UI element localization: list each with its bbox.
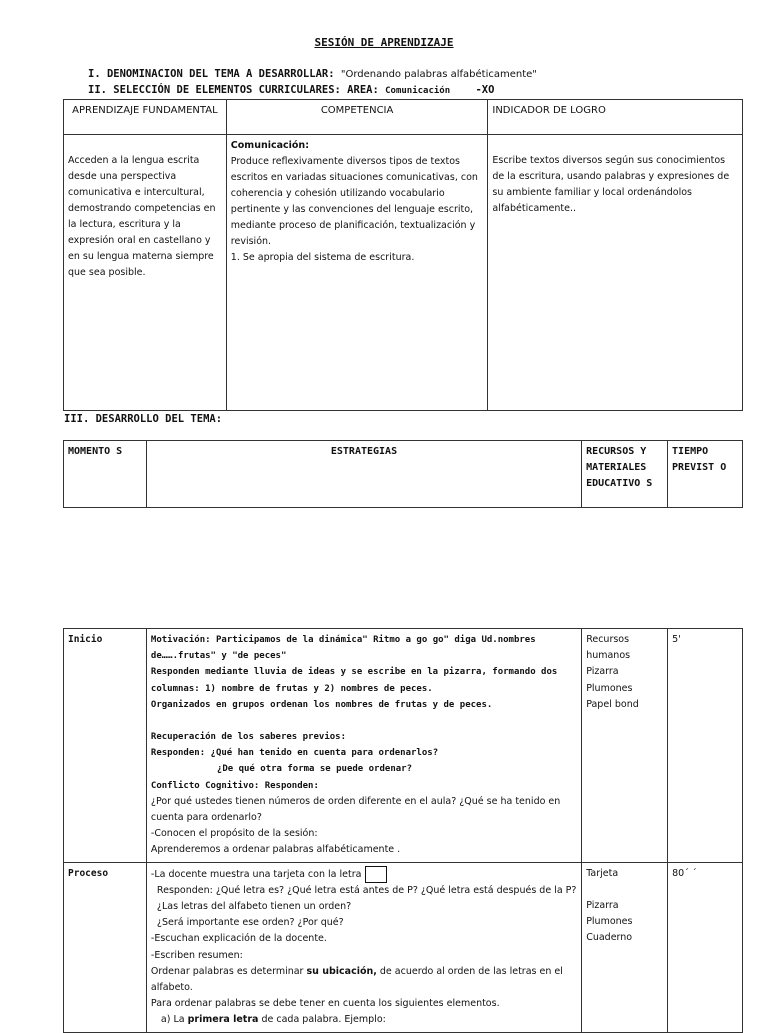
proceso-line-7: Para ordenar palabras se debe tener en cuenta los siguientes elementos. xyxy=(150,998,500,1010)
resource-item: Papel bond xyxy=(586,698,639,710)
competencia-text: Produce reflexivamente diversos tipos de textos escritos en variadas situaciones comunicativas, con coherencia y cohesión utilizando vocabulario pertinente y las convenciones del lenguaje escrito, mediante proceso de planificación, textualización y revisión. xyxy=(230,156,478,247)
inicio-line-3: Organizados en grupos ordenan los nombres de frutas y de peces. xyxy=(150,699,493,710)
indicador-cell: Escribe textos diversos según sus conocimientos de la escritura, usando palabras y expresiones de su ambiente familiar y local ordenándolos alfabéticamente.. xyxy=(488,135,743,411)
resource-item: Plumones xyxy=(586,682,633,694)
inicio-line-2: Responden mediante lluvia de ideas y se escribe en la pizarra, formando dos columnas: 1) nombre de frutas y 2) nombres de peces. xyxy=(150,667,558,694)
time-inicio: 5' xyxy=(668,629,743,863)
competencia-cell xyxy=(226,135,488,411)
header-recursos: RECURSOS Y MATERIALES EDUCATIVO S xyxy=(582,441,668,508)
aprendizaje-cell: Acceden a la lengua escrita desde una perspectiva comunicativa e intercultural, demostrando competencias en la lectura, escritura y la expresión oral en castellano y en su lengua materna siempre que sea posible. xyxy=(64,135,227,411)
question-1: ¿Qué han tenido en cuenta para ordenarlos? xyxy=(210,748,439,759)
resource-item: Pizarra xyxy=(586,899,619,911)
curricular-table xyxy=(63,99,743,411)
item-a-start: a) La xyxy=(160,1014,185,1026)
definition-end: de acuerdo al orden de las letras en el alfabeto. xyxy=(150,965,563,994)
moment-inicio: Inicio xyxy=(64,629,147,863)
section-2-grade: -XO xyxy=(475,84,495,96)
proceso-line-4: -Escuchan explicación de la docente. xyxy=(150,933,327,945)
proposito-text: Aprenderemos a ordenar palabras alfabéticamente . xyxy=(150,844,401,856)
question-2: ¿De qué otra forma se puede ordenar? xyxy=(216,764,412,775)
letter-card-box xyxy=(365,866,387,883)
proposito-line: -Conocen el propósito de la sesión: xyxy=(150,828,318,840)
document-title: SESIÓN DE APRENDIZAJE xyxy=(314,36,454,49)
section-3-heading: III. DESARROLLO DEL TEMA: xyxy=(64,413,223,425)
section-1-label: I. DENOMINACION DEL TEMA A DESARROLLAR: xyxy=(88,68,335,80)
resources-inicio xyxy=(582,629,668,863)
resources-proceso xyxy=(582,862,668,1032)
development-table xyxy=(63,628,743,1033)
proceso-line-1: -La docente muestra una tarjeta con la letra xyxy=(150,868,362,880)
definition-emphasis: su ubicación, xyxy=(306,965,377,977)
motivacion-text: Participamos de la dinámica" Ritmo a go go" diga Ud.nombres de…….frutas" y "de peces" xyxy=(150,635,536,662)
section-2-area: Comunicación xyxy=(385,86,451,96)
header-competencia: COMPETENCIA xyxy=(226,100,488,135)
resource-item: Pizarra xyxy=(586,666,619,678)
responden-label: Responden: xyxy=(150,748,206,759)
resource-item: Tarjeta xyxy=(586,867,619,879)
definition-start: Ordenar palabras es determinar xyxy=(150,965,304,977)
row-inicio xyxy=(64,629,743,863)
strategies-inicio xyxy=(146,629,581,863)
competencia-title: Comunicación: xyxy=(230,140,309,151)
proceso-line-5: -Escriben resumen: xyxy=(150,949,243,961)
header-estrategias: ESTRATEGIAS xyxy=(146,441,581,508)
strategies-proceso xyxy=(146,862,581,1032)
section-1-value: "Ordenando palabras alfabéticamente" xyxy=(340,69,537,80)
recuperacion-heading: Recuperación de los saberes previos: xyxy=(150,732,346,743)
item-a-emphasis: primera letra xyxy=(187,1014,259,1026)
resource-spacer xyxy=(586,882,663,898)
row-proceso xyxy=(64,862,743,1032)
conflicto-heading: Conflicto Cognitivo: Responden: xyxy=(150,780,319,791)
header-aprendizaje: APRENDIZAJE FUNDAMENTAL xyxy=(64,100,227,135)
section-2 xyxy=(88,84,494,96)
time-proceso: 80´ ´ xyxy=(668,862,743,1032)
development-header-table xyxy=(63,440,743,508)
proceso-line-3: ¿Será importante ese orden? ¿Por qué? xyxy=(156,917,344,929)
header-tiempo: TIEMPO PREVIST O xyxy=(668,441,743,508)
motivacion-label: Motivación: xyxy=(150,635,211,645)
resource-item: Recursos humanos xyxy=(586,634,631,662)
resource-item: Plumones xyxy=(586,916,633,928)
resource-item: Cuaderno xyxy=(586,932,633,944)
conflicto-question: ¿Por qué ustedes tienen números de orden diferente en el aula? ¿Qué se ha tenido en cuenta para ordenarlo? xyxy=(150,795,561,824)
proceso-line-2: Responden: ¿Qué letra es? ¿Qué letra está antes de P? ¿Qué letra está después de la P? ¿Las letras del alfabeto tienen un orden? xyxy=(156,884,577,913)
moment-proceso: Proceso xyxy=(64,862,147,1032)
section-1 xyxy=(88,68,537,80)
header-indicador: INDICADOR DE LOGRO xyxy=(488,100,743,135)
item-a-end: de cada palabra. Ejemplo: xyxy=(261,1014,386,1026)
header-momentos: MOMENTO S xyxy=(64,441,147,508)
competencia-item: 1. Se apropia del sistema de escritura. xyxy=(230,252,415,263)
section-2-label: II. SELECCIÓN DE ELEMENTOS CURRICULARES: AREA: xyxy=(88,84,379,96)
